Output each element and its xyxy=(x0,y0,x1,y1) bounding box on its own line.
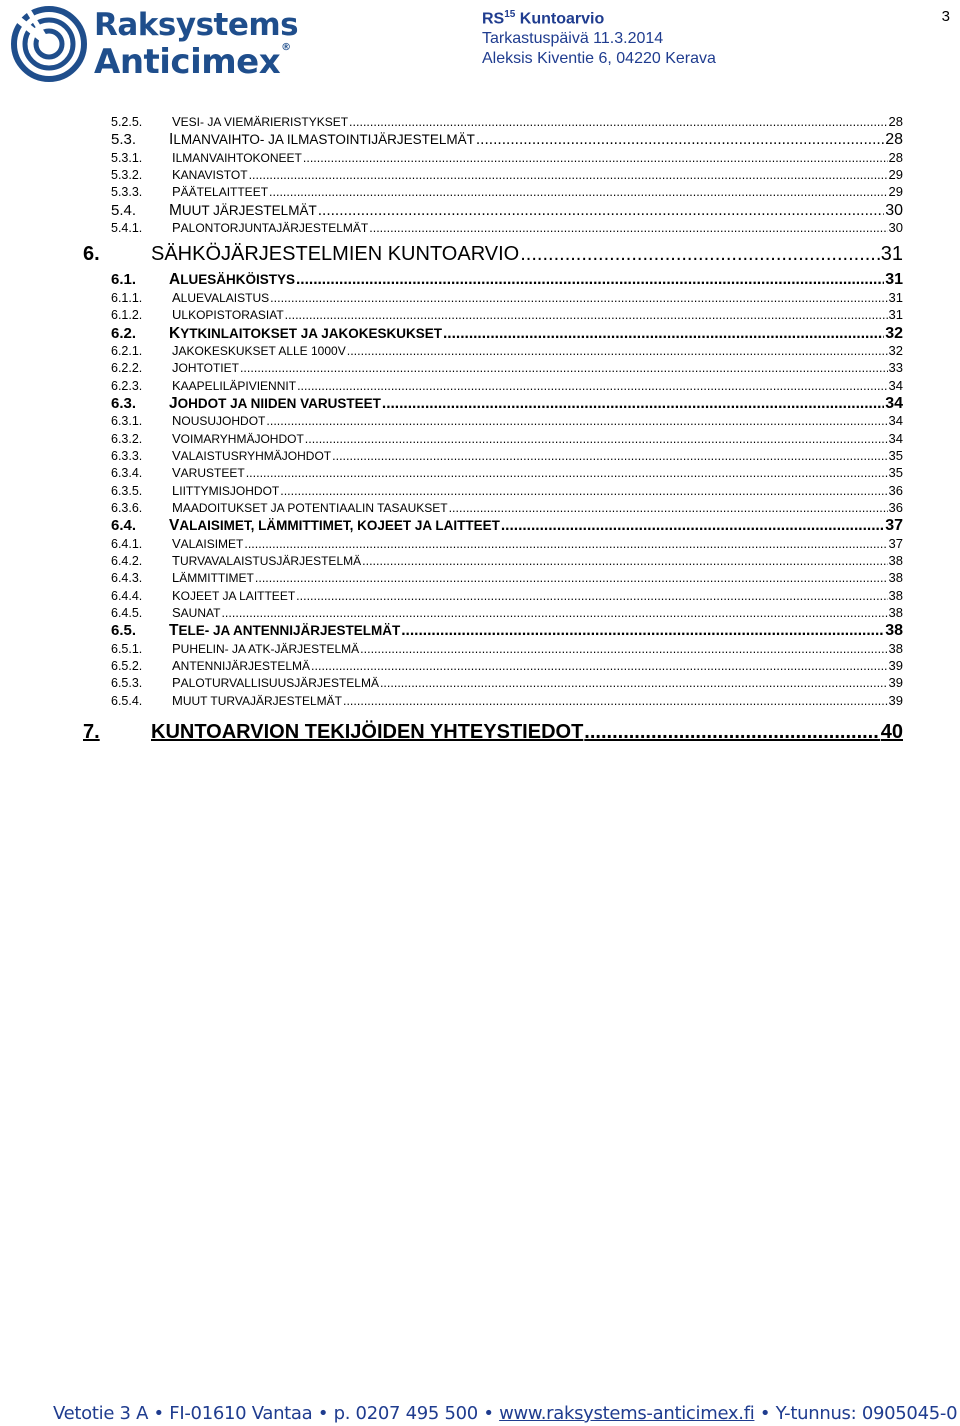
toc-entry[interactable] xyxy=(111,605,903,622)
toc-entry[interactable] xyxy=(111,517,903,536)
toc-entry-title: MUUT JÄRJESTELMÄT xyxy=(169,201,317,219)
toc-entry-number: 6.3.2. xyxy=(111,431,143,446)
toc-entry-title: KOJEET JA LAITTEET xyxy=(172,587,296,603)
toc-entry-page: 28 xyxy=(888,114,903,129)
toc-entry-title: VALAISTUSRYHMÄJOHDOT xyxy=(172,448,332,464)
toc-entry[interactable] xyxy=(111,431,903,448)
toc-entry-title: KANAVISTOT xyxy=(172,167,248,183)
toc-entry-title: ILMANVAIHTO- JA ILMASTOINTIJÄRJESTELMÄT xyxy=(169,131,475,149)
toc-entry-page: 39 xyxy=(888,658,903,674)
toc-entry-title: VALAISIMET, LÄMMITTIMET, KOJEET JA LAITTEET xyxy=(169,517,500,535)
toc-entry-number: 5.3. xyxy=(111,131,137,149)
footer-website-link[interactable]: www.raksystems-anticimex.fi xyxy=(499,1403,755,1424)
toc-entry-page: 29 xyxy=(888,184,903,200)
toc-entry-page: 35 xyxy=(888,465,903,481)
toc-entry-number: 5.3.1. xyxy=(111,150,143,165)
toc-entry-number: 6.4.1. xyxy=(111,536,143,551)
toc-dot-leader xyxy=(270,291,887,305)
toc-entry-title: ANTENNIJÄRJESTELMÄ xyxy=(172,658,311,674)
footer-separator: • xyxy=(759,1403,771,1424)
toc-entry[interactable] xyxy=(111,290,903,307)
document-header xyxy=(482,5,716,69)
footer-address: Vetotie 3 A xyxy=(53,1403,149,1424)
toc-dot-leader xyxy=(443,325,884,343)
toc-entry-title: PALOTURVALLISUUSJÄRJESTELMÄ xyxy=(172,675,379,691)
toc-entry[interactable] xyxy=(83,237,903,271)
toc-dot-leader xyxy=(311,659,888,673)
toc-dot-leader xyxy=(266,414,887,428)
toc-dot-leader xyxy=(332,449,887,463)
toc-entry-number: 6.1. xyxy=(111,271,137,289)
toc-entry-page: 34 xyxy=(888,413,903,429)
toc-entry-number: 6.5.3. xyxy=(111,676,143,691)
toc-entry-page: 30 xyxy=(885,201,903,219)
toc-entry-page: 30 xyxy=(888,220,903,236)
toc-dot-leader xyxy=(249,168,888,182)
toc-dot-leader xyxy=(318,202,885,220)
toc-entry[interactable] xyxy=(111,553,903,570)
toc-entry[interactable] xyxy=(111,500,903,517)
toc-entry-title: KAAPELILÄPIVIENNIT xyxy=(172,377,297,393)
toc-entry-number: 5.4.1. xyxy=(111,221,143,236)
toc-entry-title: KYTKINLAITOKSET JA JAKOKESKUKSET xyxy=(169,324,442,342)
toc-entry-number: 6.1.1. xyxy=(111,290,143,305)
toc-entry-number: 6.4.2. xyxy=(111,554,143,569)
toc-entry[interactable] xyxy=(111,588,903,605)
toc-entry-title: LÄMMITTIMET xyxy=(172,570,254,586)
toc-entry-number: 6.3.3. xyxy=(111,449,143,464)
toc-dot-leader xyxy=(380,676,888,690)
toc-entry-title: TELE- JA ANTENNIJÄRJESTELMÄT xyxy=(169,622,401,640)
toc-dot-leader xyxy=(240,361,888,375)
toc-entry-page: 37 xyxy=(885,517,903,535)
toc-entry-number: 6.5.2. xyxy=(111,659,143,674)
toc-entry-page: 38 xyxy=(888,570,903,586)
toc-entry-number: 6.4. xyxy=(111,517,137,535)
toc-entry-number: 6. xyxy=(83,242,100,265)
footer-separator: • xyxy=(483,1403,494,1424)
toc-entry-page: 31 xyxy=(885,271,903,289)
toc-entry-number: 6.3.5. xyxy=(111,483,143,498)
toc-entry-page: 37 xyxy=(888,535,903,551)
toc-dot-leader xyxy=(584,721,879,744)
toc-entry-page: 39 xyxy=(888,692,903,708)
property-address: Aleksis Kiventie 6, 04220 Kerava xyxy=(482,50,716,68)
toc-dot-leader xyxy=(401,622,884,640)
toc-entry-title: LIITTYMISJOHDOT xyxy=(172,482,280,498)
toc-entry-page: 28 xyxy=(888,149,903,165)
toc-entry-number: 6.4.3. xyxy=(111,571,143,586)
toc-entry-number: 6.3.6. xyxy=(111,500,143,515)
toc-entry-number: 6.2. xyxy=(111,324,137,342)
toc-entry-title: VOIMARYHMÄJOHDOT xyxy=(172,430,304,446)
toc-entry-page: 31 xyxy=(888,289,903,305)
toc-entry[interactable] xyxy=(111,167,903,184)
toc-dot-leader xyxy=(255,571,888,585)
toc-entry-page: 31 xyxy=(880,242,903,265)
toc-entry[interactable] xyxy=(111,325,903,344)
toc-dot-leader xyxy=(360,642,887,656)
toc-entry-title: VALAISIMET xyxy=(172,535,244,551)
toc-dot-leader xyxy=(520,243,880,266)
toc-entry[interactable] xyxy=(111,220,903,237)
toc-dot-leader xyxy=(303,151,888,165)
toc-entry-page: 36 xyxy=(888,482,903,498)
toc-entry-page: 38 xyxy=(888,553,903,569)
page-footer xyxy=(53,1403,957,1424)
toc-entry-title: SÄHKÖJÄRJESTELMIEN KUNTOARVIO xyxy=(151,242,520,265)
toc-dot-leader xyxy=(246,466,888,480)
toc-dot-leader xyxy=(280,484,887,498)
toc-dot-leader xyxy=(296,589,887,603)
toc-entry-number: 5.3.3. xyxy=(111,185,143,200)
toc-entry-title: JOHDOT JA NIIDEN VARUSTEET xyxy=(169,394,381,412)
toc-entry-number: 6.4.4. xyxy=(111,588,143,603)
footer-postal: FI-01610 Vantaa xyxy=(169,1403,313,1424)
logo-wordmark-bottom: Anticimex® xyxy=(94,42,291,82)
toc-entry-number: 5.2.5. xyxy=(111,115,143,129)
footer-business-id: Y-tunnus: 0905045-0 xyxy=(775,1403,958,1424)
toc-entry[interactable] xyxy=(111,448,903,465)
report-title: RS$^{15}$ Kuntoarvio xyxy=(482,9,605,28)
toc-entry-title: KUNTOARVION TEKIJÖIDEN YHTEYSTIEDOT xyxy=(151,721,584,744)
toc-entry[interactable] xyxy=(83,716,903,750)
toc-entry-page: 32 xyxy=(888,343,903,359)
toc-entry-title: SAUNAT xyxy=(172,604,221,620)
toc-entry-number: 6.1.2. xyxy=(111,308,143,323)
inspection-date: Tarkastuspäivä 11.3.2014 xyxy=(482,30,664,48)
toc-entry-title: MUUT TURVAJÄRJESTELMÄT xyxy=(172,692,342,708)
toc-dot-leader xyxy=(297,379,887,393)
toc-entry-number: 6.3.4. xyxy=(111,466,143,481)
toc-dot-leader xyxy=(362,554,887,568)
toc-entry-page: 31 xyxy=(888,307,903,323)
toc-entry[interactable] xyxy=(111,271,903,290)
toc-entry-title: PÄÄTELAITTEET xyxy=(172,184,269,200)
toc-dot-leader xyxy=(296,271,884,289)
footer-separator: • xyxy=(317,1403,329,1424)
toc-dot-leader xyxy=(501,517,884,535)
toc-entry-number: 6.3. xyxy=(111,394,137,412)
toc-entry[interactable] xyxy=(111,658,903,675)
toc-entry-title: ULKOPISTORASIAT xyxy=(172,307,284,323)
page-number: 3 xyxy=(941,8,950,25)
toc-dot-leader xyxy=(269,185,888,199)
toc-entry-number: 6.3.1. xyxy=(111,414,143,429)
toc-entry-number: 6.5. xyxy=(111,622,137,640)
toc-entry[interactable] xyxy=(111,378,903,395)
toc-entry-title: ILMANVAIHTOKONEET xyxy=(172,149,302,165)
toc-entry-page: 40 xyxy=(880,721,903,744)
logo-wordmark-top: Raksystems xyxy=(94,7,299,43)
toc-entry[interactable] xyxy=(111,413,903,430)
logo-emblem-icon xyxy=(8,6,90,82)
toc-dot-leader xyxy=(244,537,887,551)
toc-entry[interactable] xyxy=(111,622,903,641)
toc-entry-number: 6.5.1. xyxy=(111,641,143,656)
toc-entry-number: 7. xyxy=(83,721,100,744)
toc-entry-number: 6.4.5. xyxy=(111,605,143,620)
toc-entry[interactable] xyxy=(111,641,903,658)
toc-entry[interactable] xyxy=(111,360,903,377)
toc-entry-title: PUHELIN- JA ATK-JÄRJESTELMÄ xyxy=(172,640,360,656)
toc-entry[interactable] xyxy=(111,343,903,360)
toc-entry[interactable] xyxy=(111,675,903,692)
toc-entry-page: 38 xyxy=(888,604,903,620)
toc-entry-title: TURVAVALAISTUSJÄRJESTELMÄ xyxy=(172,553,362,569)
toc-entry-page: 38 xyxy=(888,640,903,656)
toc-dot-leader xyxy=(343,694,888,708)
toc-entry-page: 29 xyxy=(888,167,903,183)
company-logo xyxy=(8,6,298,82)
toc-entry-title: VARUSTEET xyxy=(172,465,245,481)
toc-entry-number: 6.5.4. xyxy=(111,693,143,708)
toc-entry[interactable] xyxy=(111,307,903,324)
toc-entry[interactable] xyxy=(111,131,903,150)
footer-phone: p. 0207 495 500 xyxy=(333,1403,478,1424)
toc-dot-leader xyxy=(369,221,887,235)
toc-dot-leader xyxy=(221,606,887,620)
toc-entry-page: 38 xyxy=(885,622,903,640)
toc-entry-page: 34 xyxy=(888,377,903,393)
toc-entry-number: 5.3.2. xyxy=(111,168,143,183)
toc-entry-title: NOUSUJOHDOT xyxy=(172,413,266,429)
toc-entry-page: 36 xyxy=(888,499,903,515)
toc-entry-page: 33 xyxy=(888,360,903,376)
toc-entry[interactable] xyxy=(111,536,903,553)
toc-dot-leader xyxy=(305,432,888,446)
toc-entry-page: 38 xyxy=(888,587,903,603)
toc-entry-title: ALUEVALAISTUS xyxy=(172,289,270,305)
toc-dot-leader xyxy=(382,395,884,413)
toc-entry[interactable] xyxy=(111,693,903,710)
toc-entry-page: 32 xyxy=(885,324,903,342)
toc-entry[interactable] xyxy=(111,483,903,500)
toc-entry-title: PALONTORJUNTAJÄRJESTELMÄT xyxy=(172,220,369,236)
toc-entry-title: ALUESÄHKÖISTYS xyxy=(169,271,295,289)
toc-entry-page: 28 xyxy=(885,131,903,149)
toc-entry-title: MAADOITUKSET JA POTENTIAALIN TASAUKSET xyxy=(172,499,448,515)
toc-entry[interactable] xyxy=(111,570,903,587)
toc-entry-page: 39 xyxy=(888,675,903,691)
toc-entry-number: 6.2.2. xyxy=(111,361,143,376)
toc-entry-page: 35 xyxy=(888,448,903,464)
toc-entry[interactable] xyxy=(111,465,903,482)
toc-entry-number: 6.2.3. xyxy=(111,378,143,393)
toc-entry[interactable] xyxy=(111,114,903,131)
toc-dot-leader xyxy=(449,501,888,515)
toc-dot-leader xyxy=(347,344,888,358)
table-of-contents xyxy=(83,114,903,750)
toc-entry-page: 34 xyxy=(885,394,903,412)
toc-entry[interactable] xyxy=(111,184,903,201)
toc-entry[interactable] xyxy=(111,150,903,167)
toc-dot-leader xyxy=(285,308,888,322)
toc-entry-title: JAKOKESKUKSET ALLE 1000V xyxy=(172,343,346,359)
toc-entry-number: 6.2.1. xyxy=(111,344,143,359)
toc-entry-title: VESI- JA VIEMÄRIERISTYKSET xyxy=(172,114,349,129)
toc-entry[interactable] xyxy=(111,202,903,221)
toc-dot-leader xyxy=(349,115,887,129)
footer-separator: • xyxy=(153,1403,164,1424)
toc-entry-page: 34 xyxy=(888,430,903,446)
toc-dot-leader xyxy=(476,131,884,149)
toc-entry-number: 5.4. xyxy=(111,201,137,219)
toc-entry[interactable] xyxy=(111,395,903,414)
toc-entry-title: JOHTOTIET xyxy=(172,360,239,376)
